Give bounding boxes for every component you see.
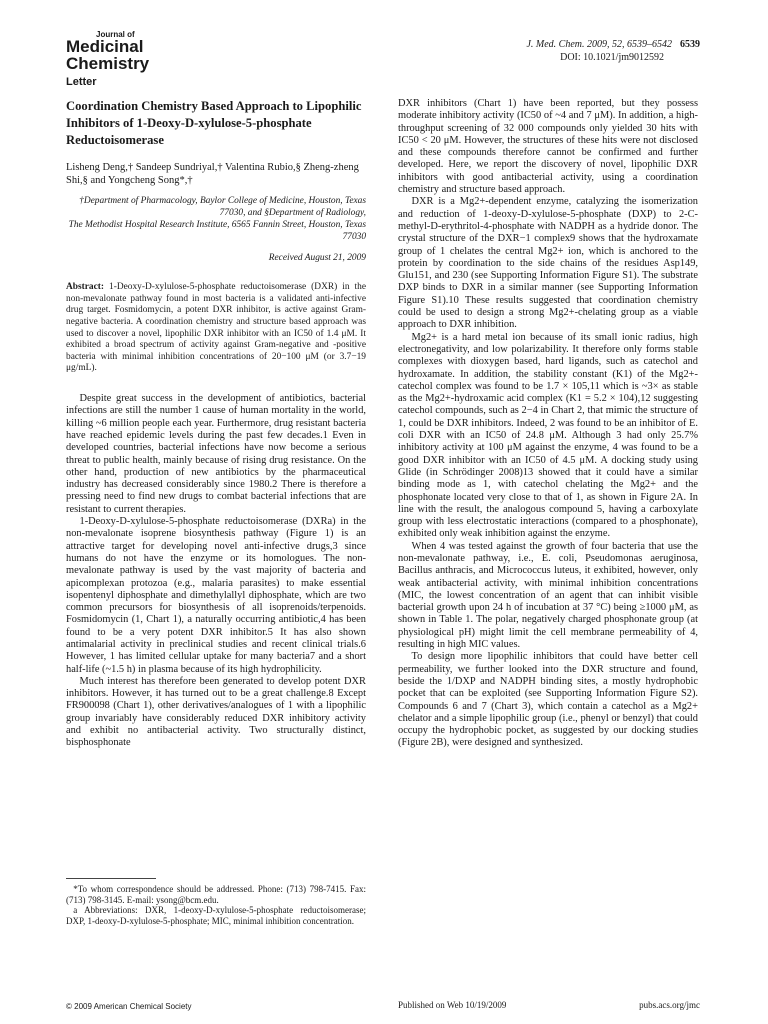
article-title: Coordination Chemistry Based Approach to Lipophilic Inhibitors of 1-Deoxy-D-xylulose-5-phosphate Reductoisomerase	[66, 99, 362, 147]
body-paragraph: When 4 was tested against the growth of four bacteria that use the non-mevalonate pathway, i.e., E. coli, Pseudomonas aeruginosa, Bacillus anthracis, and Micrococcus luteus, it exhibited, however, only weak antibacterial activity, with minimal inhibition concentrations (MIC, the lowest concentration of an agent that can inhibit visible bacterial growth upon 24 h of incubation at 37 °C) being ≥1000 μM, as shown in Table 1. The polar, negatively charged phosphonate group (at physiological pH) might limit the cell membrane permeability of 4, resulting in high MIC values.	[398, 540, 698, 651]
publication-date: Published on Web 10/19/2009	[398, 1000, 507, 1010]
abstract	[66, 282, 366, 375]
body-paragraph: DXR is a Mg2+-dependent enzyme, catalyzing the isomerization and reduction of 1-deoxy-D-xylulose-5-phosphate (DXP) to 2-C-methyl-D-erythritol-4-phosphate with NADPH as a hydride donor. The crystal structure of the DXR−1 complex9 shows that the hydroxamate group of 1 chelates the central Mg2+ ion, which is anchored to the protein by coordination to the side chains of the residues Asp149, Glu151, and 230 (see Supporting Information Figure S1). The substrate DXP binds to DXR in a similar manner (see Supporting Information Figure S1).10 These results suggested that coordination chemistry could be used to design a strong Mg2+-chelating group as a viable approach to DXR inhibition.	[398, 196, 698, 331]
correspondence-footnote: *To whom correspondence should be addressed. Phone: (713) 798-7415. Fax: (713) 798-3145. E-mail: ysong@bcm.edu.	[66, 884, 366, 905]
journal-url: pubs.acs.org/jmc	[639, 1000, 700, 1010]
right-column	[398, 98, 698, 750]
left-column	[66, 98, 366, 750]
body-paragraph: DXR inhibitors (Chart 1) have been reported, but they possess moderate inhibitory activity (IC50 of ~4 and 7 μM). In addition, a high-throughput screening of 32 000 compounds only yielded 30 hits with IC50 < 20 μM. However, the structures of these hits were not disclosed and these compounds therefore cannot be confirmed and further developed. Here, we report the discovery of novel, lipophilic DXR inhibitors with good antibacterial activity, using a coordination chemistry and structure based approach.	[398, 98, 698, 196]
body-paragraph: 1-Deoxy-D-xylulose-5-phosphate reductoisomerase (DXRa) in the non-mevalonate isoprene biosynthesis pathway (Figure 1) is an attractive target for developing novel anti-infective drugs,3 since humans do not have the enzyme or its homologues. The non-mevalonate pathway is used by the vast majority of bacteria and apicomplexan protozoa (e.g., malaria parasites) to make essential isopentenyl diphosphate and dimethylallyl diphosphate, which are two common precursors for biosynthesis of all isoprenoids/terpenoids. Fosmidomycin (1, Chart 1), a naturally occurring antibiotic,4 has been found to be a very potent DXR inhibitor.5 It has also shown antimalarial activity in preclinical studies and recent clinical trials.6 However, 1 has limited cellular uptake for many bacteria7 and a short half-life (~1.5 h) in plasma because of its high hydrophilicity.	[66, 516, 366, 675]
journal-logo-prefix: Journal of	[96, 30, 135, 39]
body-paragraph: Much interest has therefore been generated to develop potent DXR inhibitors. However, it has turned out to be a great challenge.8 Except FR900098 (Chart 1), other derivatives/analogues of 1 with a lipophilic group invariably have considerably reduced DXR inhibitory activity and exhibit no antibacterial activity. Two structurally distinct, bisphosphonate	[66, 675, 366, 749]
body-paragraph: Mg2+ is a hard metal ion because of its small ionic radius, high electronegativity, and low polarizability. It therefore only forms stable complexes with dioxygen based, hard ligands, such as catechol and hydroxamate. In addition, the stability constant (K1) of the Mg2+-catechol complex was found to be 1.7 × 105,11 which is ~3× as stable as the Mg2+-hydroxamic acid complex (K1 = 5.2 × 104),12 suggesting catechol compounds, such as 2−4 in Chart 2, that mimic the structure of 1, could be DXR inhibitors. Indeed, 2 was found to be an inhibitor of E. coli DXR with an IC50 of 24.8 μM. Although 3 had only 25.7% inhibitory activity at 100 μM against the enzyme, 4 was found to be a good DXR inhibitor with an IC50 of 4.5 μM. A docking study using Glide (in Schrödinger 2008)13 showed that it could have a similar binding mode as 1, with catechol chelating the Mg2+ and the phosphonate located very close to that of 1, as shown in Figure 2A. In line with the result, the analogous compound 5, having a carboxylate group with less electrostatic interactions (compared to a phosphonate), exhibited only weak inhibition against the enzyme.	[398, 331, 698, 540]
body-paragraph: To design more lipophilic inhibitors that could have better cell permeability, we further looked into the DXR structure and found, beside the 1/DXP and NADPH binding sites, a mostly hydrophobic pocket that can be exploited (see Supporting Information Figure S2). Compounds 6 and 7 (Chart 3), which contain a catechol as a Mg2+ chelator and a simple lipophilic group (i.e., phenyl or benzyl) that could occupy the hydrophobic pocket, as suggested by our docking studies (Figure 2B), were designed and synthesized.	[398, 651, 698, 749]
citation-header	[526, 38, 700, 64]
body-paragraph: Despite great success in the development of antibiotics, bacterial infections are still the number 1 cause of human mortality in the world, killing ~6 million people each year. Furthermore, drug resistant bacteria have reached epidemic levels during the past few decades.1 Even in developed countries, bacterial infections have now become a serious threat to public health, mainly because of rising drug resistance. On the other hand, production of new antibiotics by the pharmaceutical industry has decreased considerably since 1980.2 There is therefore a pressing need to find new drugs to combat bacterial infections that are resistant to current therapies.	[66, 393, 366, 515]
abbreviations-footnote: a Abbreviations: DXR, 1-deoxy-D-xylulose-5-phosphate reductoisomerase; DXP, 1-deoxy-D-xylulose-5-phosphate; MIC, minimal inhibition concentration.	[66, 905, 366, 926]
journal-logo-line-2: Chemistry	[66, 54, 150, 73]
author-list: Lisheng Deng,† Sandeep Sundriyal,† Valentina Rubio,§ Zheng-zheng Shi,§ and Yongcheng Song*,†	[66, 162, 359, 186]
article-type-label: Letter	[66, 76, 97, 88]
footnote-divider	[66, 878, 156, 879]
affiliation-line-1: †Department of Pharmacology, Baylor College of Medicine, Houston, Texas 77030, and §Department of Radiology,	[79, 196, 366, 218]
citation-text: J. Med. Chem. 2009, 52, 6539–6542	[526, 39, 672, 50]
doi-text: DOI: 10.1021/jm9012592	[560, 52, 664, 63]
footnotes	[66, 884, 366, 926]
received-date: Received August 21, 2009	[268, 253, 366, 263]
abstract-label: Abstract:	[66, 282, 105, 293]
journal-logo-line-1: Medicinal	[66, 37, 144, 56]
abstract-text: 1-Deoxy-D-xylulose-5-phosphate reductoisomerase (DXR) in the non-mevalonate pathway found in most bacteria is a validated anti-infective drug target. Fosmidomycin, a potent DXR inhibitor, is active against Gram-negative bacteria. A coordination chemistry and structure based approach was used to discover a novel, lipophilic DXR inhibitor with an IC50 of 1.4 μM. It exhibited a broad spectrum of activity against Gram-negative and -positive bacteria with minimal inhibition concentrations of 20−100 μM (or 3.7−19 μg/mL).	[66, 282, 366, 374]
journal-logo-name	[66, 38, 149, 72]
affiliation-line-2: The Methodist Hospital Research Institute, 6565 Fannin Street, Houston, Texas 77030	[68, 220, 366, 242]
affiliations	[66, 195, 366, 243]
copyright: © 2009 American Chemical Society	[66, 1002, 192, 1011]
page-number: 6539	[680, 39, 700, 50]
